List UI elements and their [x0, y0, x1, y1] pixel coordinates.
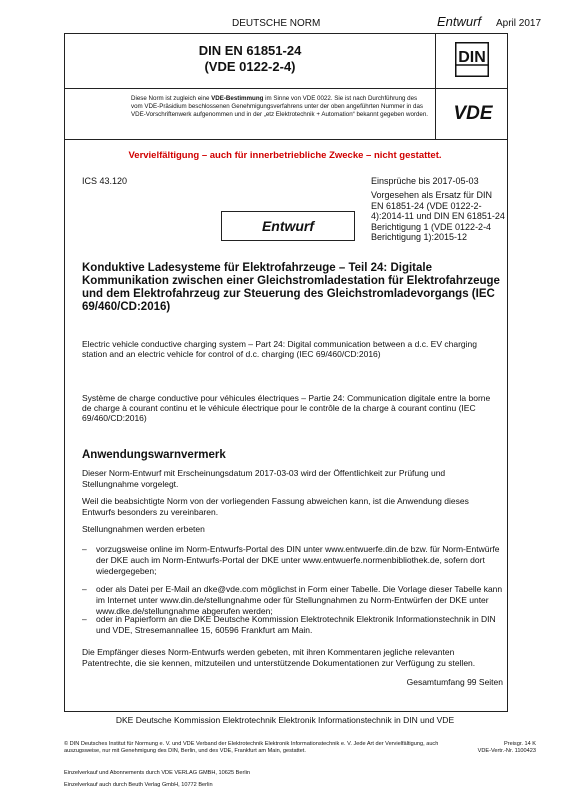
warning-paragraph: Dieser Norm-Entwurf mit Erscheinungsdatum 2017-03-03 wird der Öffentlichkeit zur Prüfung und Stellungnahme vorgelegt. — [82, 468, 446, 489]
bullet-dash: – — [82, 584, 87, 594]
vde-logo-text: VDE — [453, 103, 493, 123]
application-warning-heading: Anwendungswarnvermerk — [82, 449, 226, 461]
copy-warning: Vervielfältigung – auch für innerbetriebliche Zwecke – nicht gestattet. — [128, 150, 442, 161]
bullet-dash: – — [82, 544, 87, 554]
vde-vertr-number: VDE-Vertr.-Nr. 1100423 — [477, 748, 536, 754]
objection-deadline: Einsprüche bis 2017-05-03 — [371, 176, 479, 186]
ics-code: ICS 43.120 — [82, 176, 128, 186]
vde-logo — [448, 101, 498, 123]
vde-number: (VDE 0122-2-4) — [204, 59, 296, 74]
standard-number: DIN EN 61851-24 — [198, 43, 302, 58]
total-pages: Gesamtumfang 99 Seiten — [406, 677, 503, 687]
sales-info: Einzelverkauf auch durch Beuth Verlag GmbH, 10772 Berlin — [64, 782, 213, 788]
standard-number-box — [64, 33, 508, 89]
vde-notice-box — [64, 87, 508, 140]
draft-label: Entwurf — [437, 14, 482, 29]
norm-type-label: DEUTSCHE NORM — [232, 18, 321, 29]
copyright-notice: © DIN Deutsches Institut für Normung e. V. und VDE Verband der Elektrotechnik Elektronik Informationstechnik e. V. Jede Art der Vervielfältigung, auch auszugsweise, nur mit Genehmigung des DIN, Berlin, und des VDE, Frankfurt am Main, gestattet. — [64, 741, 439, 754]
din-logo-text: DIN — [458, 49, 486, 66]
title-german: Konduktive Ladesysteme für Elektrofahrzeuge – Teil 24: Digitale Kommunikation zwischen einer Gleichstromladestation für Elektrofahrzeuge und dem Elektrofahrzeug zur Steuerung des Gleichstromladevorgangs (IEC 69/460/CD:2016) — [82, 262, 500, 313]
draft-box: Entwurf — [221, 211, 355, 241]
sales-info: Einzelverkauf und Abonnements durch VDE VERLAG GMBH, 10625 Berlin — [64, 770, 250, 776]
vde-bestimmung-bold: VDE-Bestimmung — [211, 95, 264, 102]
warning-paragraph: Die Empfänger dieses Norm-Entwurfs werden gebeten, mit ihren Kommentaren jegliche relevanten Patentrechte, die sie kennen, mitzuteilen und unterstützende Dokumentationen zur Verfügung zu stellen. — [82, 647, 476, 668]
din-logo — [455, 42, 489, 77]
title-english: Electric vehicle conductive charging system – Part 24: Digital communication between a d.c. EV charging station and an electric vehicle for control of d.c. charging (IEC 69/460/CD:2016) — [82, 339, 477, 359]
bullet-dash: – — [82, 614, 87, 624]
dke-line: DKE Deutsche Kommission Elektrotechnik Elektronik Informationstechnik in DIN und VDE — [115, 715, 455, 725]
replacement-note: Vorgesehen als Ersatz für DIN EN 61851-24 (VDE 0122-2-4):2014-11 und DIN EN 61851-24 Berichtigung 1 (VDE 0122-2-4 Berichtigung 1):2015-12 — [371, 190, 505, 242]
issue-date: April 2017 — [496, 18, 542, 29]
price-info — [446, 741, 536, 755]
list-item-text: oder in Papierform an die DKE Deutsche Kommission Elektrotechnik Elektronik Informationstechnik in DIN und VDE, Stresemannallee 15, 60596 Frankfurt am Main. — [96, 614, 496, 635]
price-group: Preisgr. 14 K — [503, 741, 536, 747]
warning-paragraph: Weil die beabsichtigte Norm von der vorliegenden Fassung abweichen kann, ist die Anwendung dieses Entwurfs besonders zu vereinbaren. — [82, 496, 469, 517]
list-item-text: oder als Datei per E-Mail an dke@vde.com möglichst in Form einer Tabelle. Die Vorlage dieser Tabelle kann im Internet unter www.din.de/stellungnahme oder für Stellungnahmen zu Norm-Entwürfen der DKE unter www.dke.de/stellungnahme abgerufen werden; — [96, 584, 503, 616]
title-french: Système de charge conductive pour véhicules électriques – Partie 24: Communication digitale entre la borne de charge à courant continu et le véhicule électrique pour le contrôle de la charge à courant continu (IEC 69/460/CD:2016) — [82, 393, 491, 423]
list-item-text: vorzugsweise online im Norm-Entwurfs-Portal des DIN unter www.entwuerfe.din.de bzw. für Norm-Entwürfe der DKE auch im Norm-Entwurfs-Portal der DKE unter www.entwuerfe.normenbibliothek.de, sofern dort wiedergegeben; — [96, 544, 500, 576]
warning-paragraph: Stellungnahmen werden erbeten — [82, 524, 205, 534]
vde-notice-text: Diese Norm ist zugleich eine VDE-Bestimmung im Sinne von VDE 0022. Sie ist nach Durchführung des vom VDE-Präsidium beschlossenen Genehmigungsverfahrens unter der oben angeführten Nummer in das VDE-Vorschriftenwerk aufgenommen und in der „etz Elektrotechnik + Automation“ bekannt gegeben worden. — [131, 95, 428, 118]
